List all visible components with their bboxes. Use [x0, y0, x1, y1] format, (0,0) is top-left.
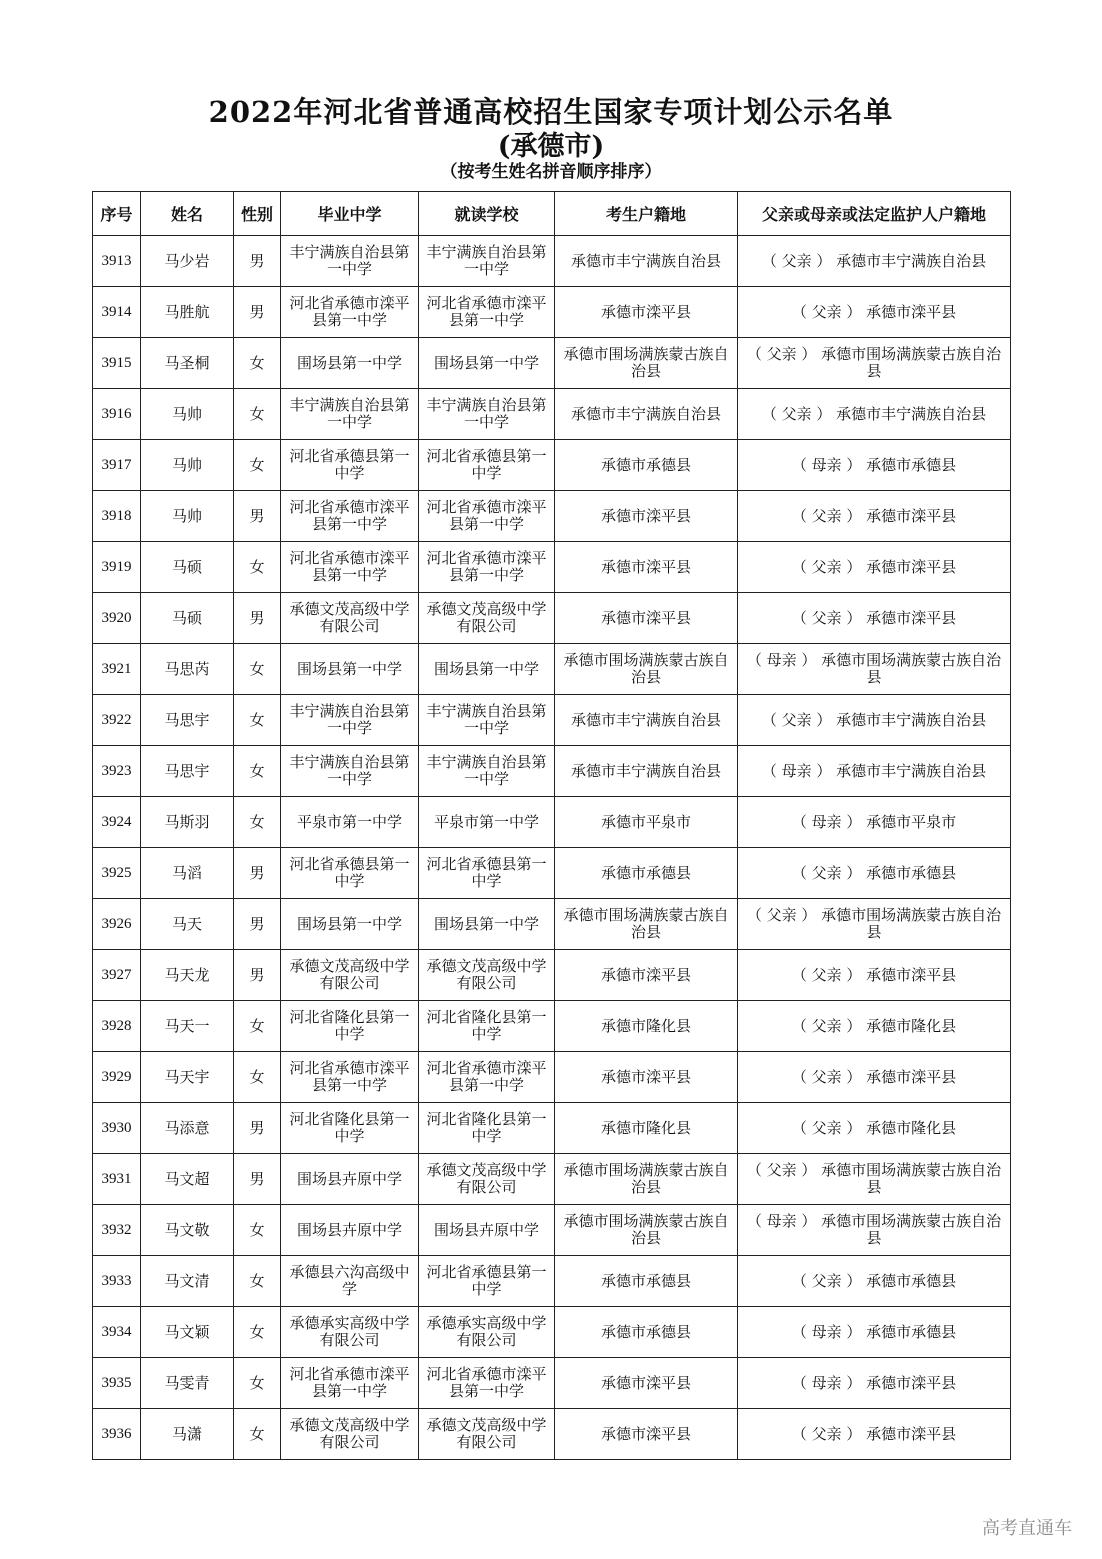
cell-current-school: 围场县第一中学: [419, 899, 555, 950]
cell-seq: 3916: [93, 389, 141, 440]
cell-gender: 男: [234, 491, 281, 542]
cell-guardian-hukou: （ 父亲 ） 承德市承德县: [738, 1256, 1011, 1307]
cell-gender: 男: [234, 848, 281, 899]
table-row: [93, 848, 1011, 899]
cell-guardian-hukou: （ 母亲 ） 承德市滦平县: [738, 1358, 1011, 1409]
cell-gender: 女: [234, 440, 281, 491]
col-header-name: 姓名: [141, 192, 234, 236]
cell-seq: 3918: [93, 491, 141, 542]
cell-grad-school: 围场县卉原中学: [281, 1205, 419, 1256]
cell-name: 马帅: [141, 491, 234, 542]
cell-guardian-hukou: （ 父亲 ） 承德市隆化县: [738, 1001, 1011, 1052]
cell-guardian-hukou: （ 父亲 ） 承德市滦平县: [738, 542, 1011, 593]
cell-current-school: 河北省承德县第一中学: [419, 848, 555, 899]
cell-seq: 3935: [93, 1358, 141, 1409]
cell-gender: 男: [234, 236, 281, 287]
cell-name: 马天: [141, 899, 234, 950]
cell-student-hukou: 承德市滦平县: [555, 287, 738, 338]
cell-student-hukou: 承德市滦平县: [555, 1052, 738, 1103]
cell-gender: 女: [234, 1205, 281, 1256]
cell-grad-school: 平泉市第一中学: [281, 797, 419, 848]
cell-current-school: 河北省隆化县第一中学: [419, 1103, 555, 1154]
table-row: [93, 695, 1011, 746]
table-row: [93, 542, 1011, 593]
cell-seq: 3933: [93, 1256, 141, 1307]
cell-gender: 女: [234, 1256, 281, 1307]
table-row: [93, 1358, 1011, 1409]
cell-current-school: 河北省承德市滦平县第一中学: [419, 542, 555, 593]
cell-guardian-hukou: （ 母亲 ） 承德市围场满族蒙古族自治县: [738, 1205, 1011, 1256]
cell-name: 马斯羽: [141, 797, 234, 848]
cell-name: 马少岩: [141, 236, 234, 287]
cell-guardian-hukou: （ 父亲 ） 承德市丰宁满族自治县: [738, 695, 1011, 746]
cell-grad-school: 围场县第一中学: [281, 899, 419, 950]
cell-grad-school: 河北省承德市滦平县第一中学: [281, 1052, 419, 1103]
table-row: [93, 644, 1011, 695]
cell-current-school: 围场县第一中学: [419, 338, 555, 389]
cell-gender: 女: [234, 746, 281, 797]
header-row: [93, 192, 1011, 236]
cell-grad-school: 围场县卉原中学: [281, 1154, 419, 1205]
cell-student-hukou: 承德市丰宁满族自治县: [555, 236, 738, 287]
cell-guardian-hukou: （ 父亲 ） 承德市丰宁满族自治县: [738, 389, 1011, 440]
cell-gender: 男: [234, 899, 281, 950]
cell-student-hukou: 承德市隆化县: [555, 1103, 738, 1154]
cell-student-hukou: 承德市滦平县: [555, 1358, 738, 1409]
cell-grad-school: 承德文茂高级中学有限公司: [281, 950, 419, 1001]
cell-student-hukou: 承德市滦平县: [555, 593, 738, 644]
cell-gender: 女: [234, 644, 281, 695]
cell-guardian-hukou: （ 父亲 ） 承德市丰宁满族自治县: [738, 236, 1011, 287]
cell-grad-school: 河北省承德县第一中学: [281, 440, 419, 491]
cell-seq: 3919: [93, 542, 141, 593]
cell-name: 马胜航: [141, 287, 234, 338]
cell-name: 马雯青: [141, 1358, 234, 1409]
cell-current-school: 承德承实高级中学有限公司: [419, 1307, 555, 1358]
cell-student-hukou: 承德市围场满族蒙古族自治县: [555, 338, 738, 389]
cell-seq: 3925: [93, 848, 141, 899]
cell-student-hukou: 承德市滦平县: [555, 542, 738, 593]
cell-grad-school: 河北省承德县第一中学: [281, 848, 419, 899]
cell-grad-school: 河北省隆化县第一中学: [281, 1001, 419, 1052]
cell-guardian-hukou: （ 父亲 ） 承德市滦平县: [738, 593, 1011, 644]
cell-grad-school: 河北省承德市滦平县第一中学: [281, 287, 419, 338]
cell-gender: 女: [234, 1001, 281, 1052]
cell-gender: 女: [234, 695, 281, 746]
cell-grad-school: 承德文茂高级中学有限公司: [281, 1409, 419, 1460]
cell-grad-school: 丰宁满族自治县第一中学: [281, 695, 419, 746]
table-row: [93, 1307, 1011, 1358]
cell-grad-school: 承德县六沟高级中学: [281, 1256, 419, 1307]
document-subtitle: (承德市): [497, 131, 605, 162]
col-header-seq: 序号: [93, 192, 141, 236]
cell-guardian-hukou: （ 母亲 ） 承德市承德县: [738, 1307, 1011, 1358]
cell-student-hukou: 承德市围场满族蒙古族自治县: [555, 1205, 738, 1256]
cell-current-school: 河北省承德市滦平县第一中学: [419, 491, 555, 542]
cell-current-school: 承德文茂高级中学有限公司: [419, 950, 555, 1001]
table-row: [93, 1103, 1011, 1154]
table-row: [93, 287, 1011, 338]
col-header-current-school: 就读学校: [419, 192, 555, 236]
cell-guardian-hukou: （ 母亲 ） 承德市承德县: [738, 440, 1011, 491]
cell-current-school: 平泉市第一中学: [419, 797, 555, 848]
cell-seq: 3920: [93, 593, 141, 644]
cell-seq: 3914: [93, 287, 141, 338]
cell-student-hukou: 承德市丰宁满族自治县: [555, 746, 738, 797]
cell-student-hukou: 承德市围场满族蒙古族自治县: [555, 899, 738, 950]
cell-current-school: 丰宁满族自治县第一中学: [419, 236, 555, 287]
cell-gender: 女: [234, 338, 281, 389]
cell-seq: 3922: [93, 695, 141, 746]
cell-student-hukou: 承德市平泉市: [555, 797, 738, 848]
cell-student-hukou: 承德市滦平县: [555, 491, 738, 542]
table-row: [93, 1052, 1011, 1103]
cell-guardian-hukou: （ 父亲 ） 承德市围场满族蒙古族自治县: [738, 338, 1011, 389]
cell-name: 马天宇: [141, 1052, 234, 1103]
cell-student-hukou: 承德市承德县: [555, 848, 738, 899]
cell-seq: 3932: [93, 1205, 141, 1256]
cell-guardian-hukou: （ 父亲 ） 承德市滦平县: [738, 950, 1011, 1001]
cell-seq: 3931: [93, 1154, 141, 1205]
cell-name: 马帅: [141, 440, 234, 491]
cell-grad-school: 河北省隆化县第一中学: [281, 1103, 419, 1154]
cell-guardian-hukou: （ 父亲 ） 承德市围场满族蒙古族自治县: [738, 1154, 1011, 1205]
cell-guardian-hukou: （ 母亲 ） 承德市丰宁满族自治县: [738, 746, 1011, 797]
cell-seq: 3923: [93, 746, 141, 797]
cell-current-school: 围场县第一中学: [419, 644, 555, 695]
cell-seq: 3917: [93, 440, 141, 491]
table-row: [93, 1205, 1011, 1256]
cell-grad-school: 丰宁满族自治县第一中学: [281, 746, 419, 797]
cell-current-school: 河北省隆化县第一中学: [419, 1001, 555, 1052]
cell-name: 马文超: [141, 1154, 234, 1205]
cell-gender: 女: [234, 1409, 281, 1460]
cell-guardian-hukou: （ 父亲 ） 承德市滦平县: [738, 287, 1011, 338]
table-row: [93, 593, 1011, 644]
roster-body: [93, 236, 1011, 1460]
col-header-guardian-hukou: 父亲或母亲或法定监护人户籍地: [738, 192, 1011, 236]
cell-name: 马思宇: [141, 695, 234, 746]
cell-seq: 3913: [93, 236, 141, 287]
cell-seq: 3926: [93, 899, 141, 950]
table-row: [93, 1409, 1011, 1460]
document-title: 2022年河北省普通高校招生国家专项计划公示名单: [208, 95, 894, 129]
cell-current-school: 承德文茂高级中学有限公司: [419, 593, 555, 644]
cell-current-school: 河北省承德市滦平县第一中学: [419, 287, 555, 338]
cell-guardian-hukou: （ 母亲 ） 承德市平泉市: [738, 797, 1011, 848]
cell-gender: 男: [234, 950, 281, 1001]
cell-gender: 男: [234, 287, 281, 338]
cell-gender: 女: [234, 389, 281, 440]
cell-student-hukou: 承德市滦平县: [555, 1409, 738, 1460]
roster-table: [92, 191, 1011, 1460]
cell-student-hukou: 承德市隆化县: [555, 1001, 738, 1052]
cell-gender: 女: [234, 1358, 281, 1409]
cell-current-school: 河北省承德县第一中学: [419, 440, 555, 491]
cell-guardian-hukou: （ 母亲 ） 承德市围场满族蒙古族自治县: [738, 644, 1011, 695]
cell-name: 马圣桐: [141, 338, 234, 389]
cell-seq: 3915: [93, 338, 141, 389]
cell-grad-school: 围场县第一中学: [281, 338, 419, 389]
table-row: [93, 338, 1011, 389]
cell-name: 马添意: [141, 1103, 234, 1154]
table-row: [93, 797, 1011, 848]
cell-name: 马思宇: [141, 746, 234, 797]
cell-current-school: 承德文茂高级中学有限公司: [419, 1154, 555, 1205]
cell-seq: 3934: [93, 1307, 141, 1358]
cell-guardian-hukou: （ 父亲 ） 承德市承德县: [738, 848, 1011, 899]
cell-guardian-hukou: （ 父亲 ） 承德市隆化县: [738, 1103, 1011, 1154]
col-header-gender: 性别: [234, 192, 281, 236]
cell-name: 马文清: [141, 1256, 234, 1307]
cell-gender: 女: [234, 1307, 281, 1358]
cell-name: 马天龙: [141, 950, 234, 1001]
cell-student-hukou: 承德市丰宁满族自治县: [555, 389, 738, 440]
cell-grad-school: 河北省承德市滦平县第一中学: [281, 542, 419, 593]
table-row: [93, 236, 1011, 287]
cell-guardian-hukou: （ 父亲 ） 承德市滦平县: [738, 491, 1011, 542]
watermark-text: 高考直通车: [982, 1518, 1072, 1539]
cell-current-school: 丰宁满族自治县第一中学: [419, 746, 555, 797]
cell-grad-school: 丰宁满族自治县第一中学: [281, 236, 419, 287]
cell-current-school: 围场县卉原中学: [419, 1205, 555, 1256]
cell-gender: 男: [234, 1154, 281, 1205]
col-header-grad-school: 毕业中学: [281, 192, 419, 236]
cell-name: 马帅: [141, 389, 234, 440]
table-row: [93, 440, 1011, 491]
cell-seq: 3929: [93, 1052, 141, 1103]
cell-grad-school: 丰宁满族自治县第一中学: [281, 389, 419, 440]
cell-guardian-hukou: （ 父亲 ） 承德市滦平县: [738, 1409, 1011, 1460]
cell-student-hukou: 承德市围场满族蒙古族自治县: [555, 644, 738, 695]
table-row: [93, 1001, 1011, 1052]
cell-name: 马思芮: [141, 644, 234, 695]
cell-seq: 3930: [93, 1103, 141, 1154]
col-header-student-hukou: 考生户籍地: [555, 192, 738, 236]
cell-seq: 3924: [93, 797, 141, 848]
cell-seq: 3921: [93, 644, 141, 695]
cell-seq: 3936: [93, 1409, 141, 1460]
cell-student-hukou: 承德市丰宁满族自治县: [555, 695, 738, 746]
cell-name: 马硕: [141, 542, 234, 593]
cell-guardian-hukou: （ 父亲 ） 承德市围场满族蒙古族自治县: [738, 899, 1011, 950]
table-row: [93, 899, 1011, 950]
table-row: [93, 1256, 1011, 1307]
cell-seq: 3927: [93, 950, 141, 1001]
cell-current-school: 丰宁满族自治县第一中学: [419, 389, 555, 440]
cell-name: 马文敬: [141, 1205, 234, 1256]
table-row: [93, 746, 1011, 797]
cell-grad-school: 承德文茂高级中学有限公司: [281, 593, 419, 644]
cell-student-hukou: 承德市滦平县: [555, 950, 738, 1001]
cell-grad-school: 承德承实高级中学有限公司: [281, 1307, 419, 1358]
cell-name: 马文颖: [141, 1307, 234, 1358]
cell-current-school: 河北省承德市滦平县第一中学: [419, 1052, 555, 1103]
cell-student-hukou: 承德市承德县: [555, 440, 738, 491]
table-row: [93, 491, 1011, 542]
cell-name: 马天一: [141, 1001, 234, 1052]
cell-grad-school: 河北省承德市滦平县第一中学: [281, 491, 419, 542]
cell-name: 马滔: [141, 848, 234, 899]
cell-gender: 女: [234, 542, 281, 593]
cell-seq: 3928: [93, 1001, 141, 1052]
table-row: [93, 950, 1011, 1001]
cell-grad-school: 河北省承德市滦平县第一中学: [281, 1358, 419, 1409]
cell-gender: 女: [234, 797, 281, 848]
cell-gender: 男: [234, 1103, 281, 1154]
cell-gender: 男: [234, 593, 281, 644]
cell-guardian-hukou: （ 父亲 ） 承德市滦平县: [738, 1052, 1011, 1103]
cell-current-school: 丰宁满族自治县第一中学: [419, 695, 555, 746]
cell-current-school: 河北省承德县第一中学: [419, 1256, 555, 1307]
cell-name: 马潇: [141, 1409, 234, 1460]
cell-gender: 女: [234, 1052, 281, 1103]
cell-grad-school: 围场县第一中学: [281, 644, 419, 695]
cell-name: 马硕: [141, 593, 234, 644]
sort-note: （按考生姓名拼音顺序排序）: [440, 162, 662, 182]
table-row: [93, 389, 1011, 440]
cell-student-hukou: 承德市围场满族蒙古族自治县: [555, 1154, 738, 1205]
table-row: [93, 1154, 1011, 1205]
cell-student-hukou: 承德市承德县: [555, 1307, 738, 1358]
cell-current-school: 河北省承德市滦平县第一中学: [419, 1358, 555, 1409]
cell-current-school: 承德文茂高级中学有限公司: [419, 1409, 555, 1460]
cell-student-hukou: 承德市承德县: [555, 1256, 738, 1307]
